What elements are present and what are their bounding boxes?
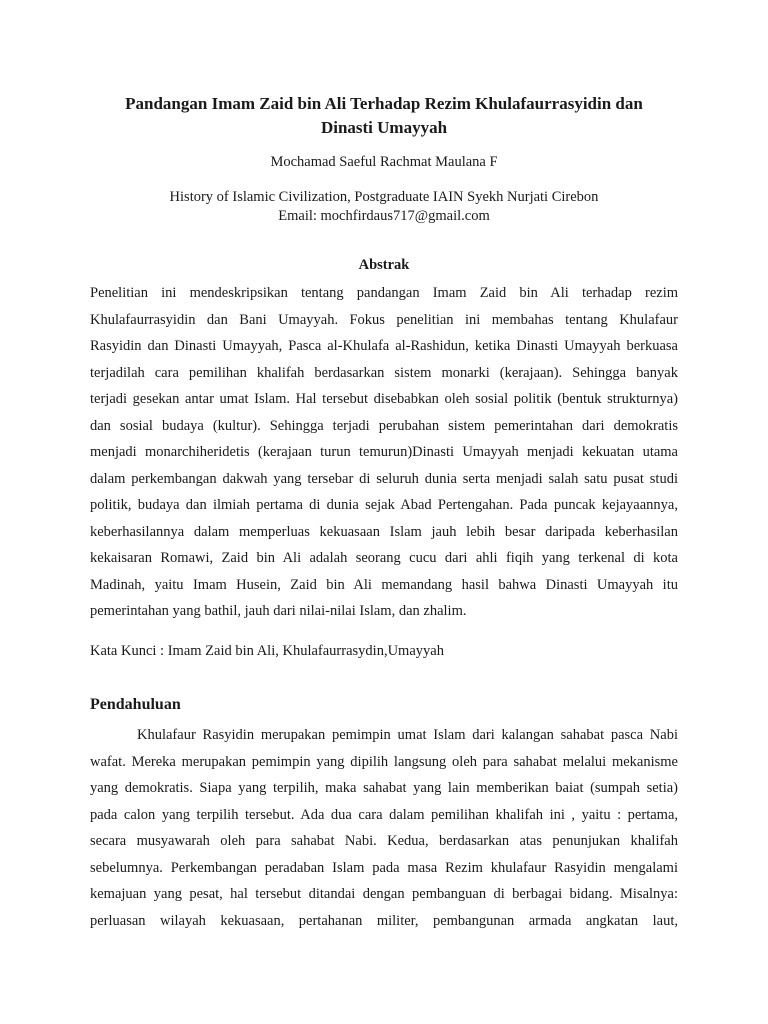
paper-title: [90, 92, 678, 140]
pendahuluan-line: secara musyawarah oleh para sahabat Nabi. Kedua, berdasarkan atas penunjukan khalifah: [90, 833, 678, 849]
abstract-line: kekaisaran Romawi, Zaid bin Ali adalah seorang cucu dari ahli fiqih yang terkenal di kota: [90, 550, 678, 566]
author-name: Mochamad Saeful Rachmat Maulana F: [270, 154, 498, 170]
paper-title-line-1: Pandangan Imam Zaid bin Ali Terhadap Rezim Khulafaurrasyidin dan: [125, 94, 643, 113]
abstract-line: dan sosial budaya (kultur). Sehingga terjadi perubahan sistem pemerintahan dari demokratis: [90, 417, 678, 434]
paper-title-line-2: Dinasti Umayyah: [320, 118, 448, 137]
pendahuluan-body: [90, 722, 678, 934]
pendahuluan-line: sebelumnya. Perkembangan peradaban Islam pada masa Rezim khulafaur Rasyidin mengalami: [90, 859, 678, 876]
pendahuluan-line: kemajuan yang pesat, hal tersebut ditandai dengan pembanguan di berbagai bidang. Misalnya:: [90, 886, 678, 902]
author-affiliation: History of Islamic Civilization, Postgraduate IAIN Syekh Nurjati Cirebon: [169, 189, 599, 205]
pendahuluan-line: perluasan wilayah kekuasaan, pertahanan militer, pembangunan armada angkatan laut,: [90, 912, 678, 929]
abstract-body: [90, 280, 678, 625]
abstract-line: dalam perkembangan dakwah yang tersebar di seluruh dunia serta menjadi salah satu pusat studi: [90, 470, 678, 487]
abstract-line: pemerintahan yang bathil, jauh dari nilai-nilai Islam, dan zhalim.: [90, 603, 467, 619]
abstract-line: terjadilah cara pemilihan khalifah berdasarkan sistem monarki (kerajaan). Sehingga banyak: [90, 364, 678, 381]
abstract-line: menjadi monarchiheridetis (kerajaan turun temurun)Dinasti Umayyah menjadi kekuatan utama: [90, 444, 678, 460]
abstract-line: Madinah, yaitu Imam Husein, Zaid bin Ali memandang hasil bahwa Dinasti Umayyah itu: [90, 576, 678, 593]
keywords: Kata Kunci : Imam Zaid bin Ali, Khulafaurrasydin,Umayyah: [90, 643, 444, 659]
pendahuluan-line: pada calon yang terpilih tersebut. Ada dua cara dalam pemilihan khalifah ini , yaitu : pertama,: [90, 806, 678, 823]
abstract-heading: Abstrak: [358, 257, 410, 273]
abstract-line: keberhasilannya dalam memperluas kekuasaan Islam jauh lebih besar daripada keberhasilan: [90, 523, 678, 540]
pendahuluan-line: yang demokratis. Siapa yang terpilih, maka sahabat yang lain memberikan baiat (sumpah setia): [90, 780, 678, 796]
section-heading-pendahuluan: Pendahuluan: [90, 696, 181, 713]
author-email: Email: mochfirdaus717@gmail.com: [278, 208, 490, 224]
pendahuluan-line: wafat. Mereka merupakan pemimpin yang dipilih langsung oleh para sahabat melalui mekanisme: [90, 753, 678, 770]
abstract-line: terjadi gesekan antar umat Islam. Hal tersebut disebabkan oleh sosial politik (bentuk strukturnya): [90, 391, 678, 407]
abstract-line: politik, budaya dan ilmiah pertama di dunia sejak Abad Pertengahan. Pada puncak kejayaannya,: [90, 497, 678, 513]
pendahuluan-line: Khulafaur Rasyidin merupakan pemimpin umat Islam dari kalangan sahabat pasca Nabi: [137, 727, 678, 743]
abstract-line: Penelitian ini mendeskripsikan tentang pandangan Imam Zaid bin Ali terhadap rezim: [90, 285, 678, 301]
abstract-line: Khulafaurrasyidin dan Bani Umayyah. Fokus penelitian ini membahas tentang Khulafaur: [90, 311, 678, 328]
abstract-line: Rasyidin dan Dinasti Umayyah, Pasca al-Khulafa al-Rashidun, ketika Dinasti Umayyah berkuasa: [90, 338, 678, 354]
